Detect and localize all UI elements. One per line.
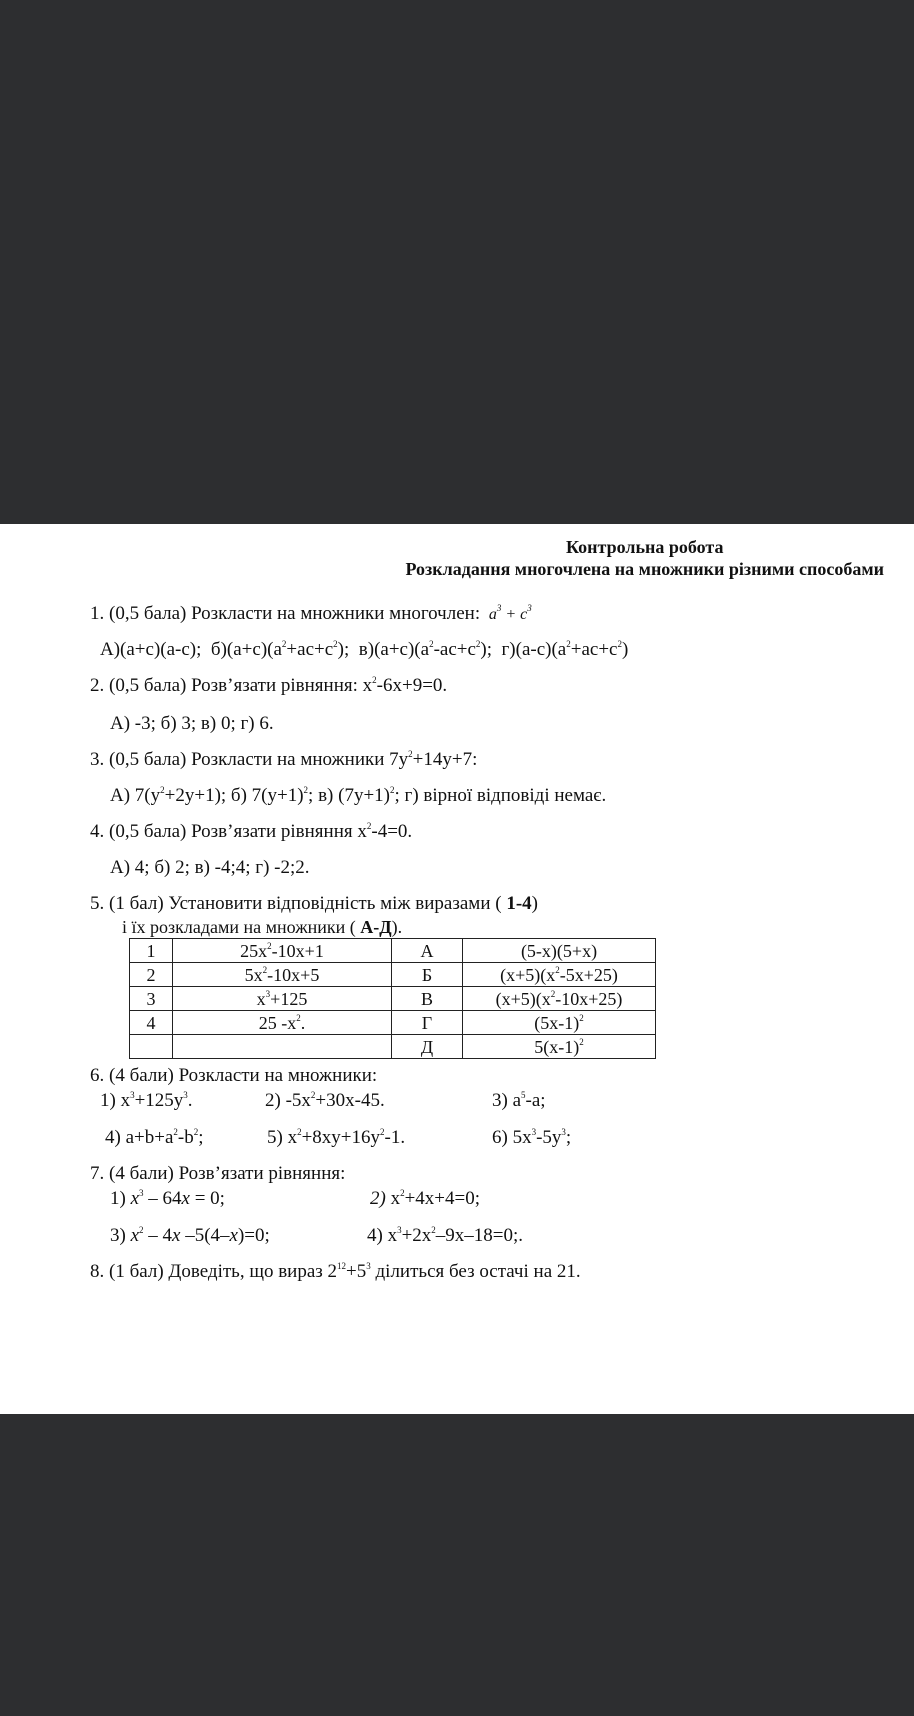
question-5-subtitle: і їх розкладами на множники ( А-Д). <box>122 917 403 937</box>
document-page <box>0 524 914 1414</box>
question-6-item-1: 1) $x^3+125y^3$. <box>100 1090 193 1111</box>
question-3-answers: А) $7(y^2+2y+1)$; б) $7(y+1)^2$; в) $(7y+1)^2$; г) вірної відповіді немає. <box>110 785 607 806</box>
question-3: 3. (0,5 бала) Розкласти на множники $7y^2+14y+7$: <box>90 749 478 770</box>
table-row: Д $5(x-1)^2$ <box>130 1035 656 1059</box>
question-7-equation-3: 3) $x^2 - 4x$ –5(4–x)=0; <box>110 1225 270 1246</box>
formula-a3-plus-c3: $a^3 + c^3$ <box>484 603 532 623</box>
question-8: 8. (1 бал) Доведіть, що вираз $2^{12}+5^3$ ділиться без остачі на 21. <box>90 1261 581 1282</box>
question-7-equation-1: 1) $x^3 - 64x = 0$; <box>110 1188 225 1209</box>
question-7-equation-2: 2) $x^2+4x+4=0$; <box>370 1188 481 1209</box>
table-row: 3 $x^3+125$ В $(x+5)(x^2-10x+25)$ <box>130 987 656 1011</box>
table-row: 2 $5x^2-10x+5$ Б $(x+5)(x^2-5x+25)$ <box>130 963 656 987</box>
page-title: Контрольна робота <box>566 537 724 557</box>
question-6-item-2: 2) $-5x^2+30x-45$. <box>265 1090 385 1111</box>
question-7: 7. (4 бали) Розв’язати рівняння: <box>90 1163 346 1184</box>
question-4-answers: А) 4; б) 2; в) -4;4; г) -2;2. <box>110 857 310 878</box>
question-6-item-6: 6) $5x^3-5y^3$; <box>492 1127 572 1148</box>
question-6-item-5: 5) $x^2+8xy+16y^2-1$. <box>267 1127 406 1148</box>
table-row: 1 $25x^2-10x+1$ А (5-x)(5+x) <box>130 939 656 963</box>
question-1-answers: А)(a+c)(a-c); $б)(a+c)(a^2+ac+c^2)$; $в)(a+c)(a^2-ac+c^2)$; $г)(a-c)(a^2+ac+c^2)$ <box>100 639 629 660</box>
document-header <box>405 536 884 580</box>
question-7-equation-4: 4) $x^3+2x^2-9x-18=0$;. <box>367 1225 524 1246</box>
question-6-item-3: 3) $a^5-a$; <box>492 1090 546 1111</box>
table-row: 4 25 $-x^2$. Г $(5x-1)^2$ <box>130 1011 656 1035</box>
page-subtitle: Розкладання многочлена на множники різними способами <box>405 559 884 579</box>
question-6: 6. (4 бали) Розкласти на множники: <box>90 1065 378 1086</box>
matching-table <box>129 938 656 1059</box>
question-2-answers: А) -3; б) 3; в) 0; г) 6. <box>110 713 274 734</box>
question-5: 5. (1 бал) Установити відповідність між виразами ( 1-4) <box>90 893 538 914</box>
question-6-item-4: 4) $a+b+a^2-b^2$; <box>105 1127 204 1148</box>
question-2: 2. (0,5 бала) Розв’язати рівняння: $x^2-6x+9=0$. <box>90 675 448 696</box>
question-1: 1. (0,5 бала) Розкласти на множники многочлен: $a^3 + c^3$ <box>90 603 532 624</box>
question-4: 4. (0,5 бала) Розв’язати рівняння $x^2-4=0$. <box>90 821 413 842</box>
